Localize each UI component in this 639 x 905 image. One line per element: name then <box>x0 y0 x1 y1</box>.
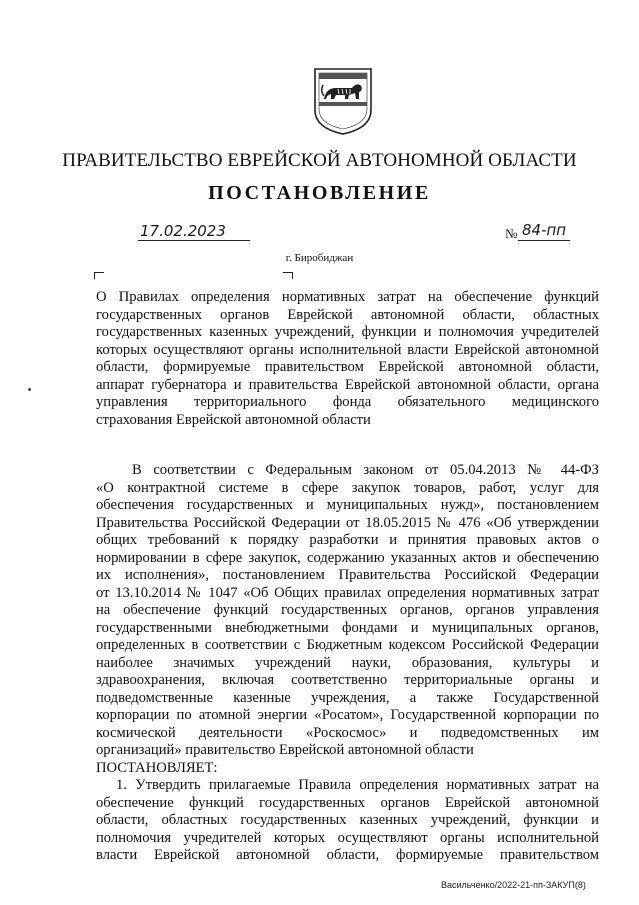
body-line: определенных в соответствии с Бюджетным кодексом Российской Федерации <box>96 637 599 653</box>
subject-line: управления территориального фонда обязательного медицинского <box>96 394 599 410</box>
footer-reference: Васильченко/2022-21-пп-ЗАКУП(8) <box>441 880 586 890</box>
subject-line: которых осуществляют органы исполнительной власти Еврейской автономной <box>96 341 599 358</box>
number-sign: № <box>505 226 518 241</box>
item-line: области, областных государственных казенных учреждений, функции и <box>96 812 599 828</box>
body-line: их исполнения», постановлением Правительства Российской Федерации <box>96 567 599 583</box>
document-type-title: ПОСТАНОВЛЕНИЕ <box>208 182 431 204</box>
government-title: ПРАВИТЕЛЬСТВО ЕВРЕЙСКОЙ АВТОНОМНОЙ ОБЛАСТИ <box>62 150 577 171</box>
subject-line: области, формируемые правительством Еврейской автономной области, <box>96 359 599 375</box>
body-line: нормировании в сфере закупок, содержанию указанных актов и обеспечению <box>96 549 599 566</box>
handwritten-date: 17.02.2023 <box>140 222 226 240</box>
coat-of-arms-icon <box>312 66 374 136</box>
subject-line: О Правилах определения нормативных затрат на обеспечение функций <box>96 289 599 305</box>
body-line: В соответствии с Федеральным законом от 05.04.2013 № 44-ФЗ <box>132 462 599 478</box>
document-body <box>96 462 599 865</box>
corner-mark-left <box>94 272 104 279</box>
resolves-heading: ПОСТАНОВЛЯЕТ: <box>96 759 218 776</box>
document-subject <box>96 289 599 429</box>
body-line: наиболее значимых учреждений науки, образования, культуры и <box>96 654 599 671</box>
body-line: государственными внебюджетными фондами и муниципальных органов, <box>96 619 599 636</box>
body-line: от 13.10.2014 № 1047 «Об Общих правилах определения нормативных затрат <box>96 584 599 601</box>
body-line: подведомственные казенные учреждения, а также Государственной <box>96 689 599 706</box>
body-line: на обеспечение функций государственных органов, органов управления <box>96 602 599 618</box>
body-line: Правительства Российской Федерации от 18.05.2015 № 476 «Об утверждении <box>96 514 599 531</box>
subject-line: страхования Еврейской автономной области <box>96 411 371 428</box>
item-line: полномочия учредителей которых осуществляют органы исполнительной <box>96 829 599 846</box>
corner-mark-right <box>283 272 293 279</box>
body-line: «О контрактной системе в сфере закупок товаров, работ, услуг для <box>96 479 599 496</box>
body-line: обеспечения государственных и муниципальных нужд», постановлением <box>96 497 599 513</box>
city-label: г. Биробиджан <box>285 252 354 264</box>
subject-line: государственных казенных учреждений, функции и полномочия учредителей <box>96 324 599 340</box>
margin-dot <box>28 388 31 391</box>
body-line: общих требований к порядку разработки и принятия правовых актов о <box>96 532 599 548</box>
subject-line: государственных органов Еврейской автономной области, областных <box>96 306 599 323</box>
item-line: обеспечение функций государственных органов Еврейской автономной <box>96 794 599 811</box>
body-line: организаций» правительство Еврейской автономной области <box>96 742 474 758</box>
body-line: корпорации по атомной энергии «Росатом», Государственной корпорации по <box>96 707 599 723</box>
item-line: власти Еврейской автономной области, формируемые правительством <box>96 847 599 863</box>
body-line: космической деятельности «Роскосмос» и подведомственных им <box>96 724 599 741</box>
subject-line: аппарат губернатора и правительства Еврейской автономной области, органа <box>96 376 599 393</box>
item-line: 1. Утвердить прилагаемые Правила определения нормативных затрат на <box>116 777 599 793</box>
body-line: здравоохранения, включая соответственно территориальные органы и <box>96 672 599 688</box>
handwritten-number: 84-пп <box>522 221 567 239</box>
